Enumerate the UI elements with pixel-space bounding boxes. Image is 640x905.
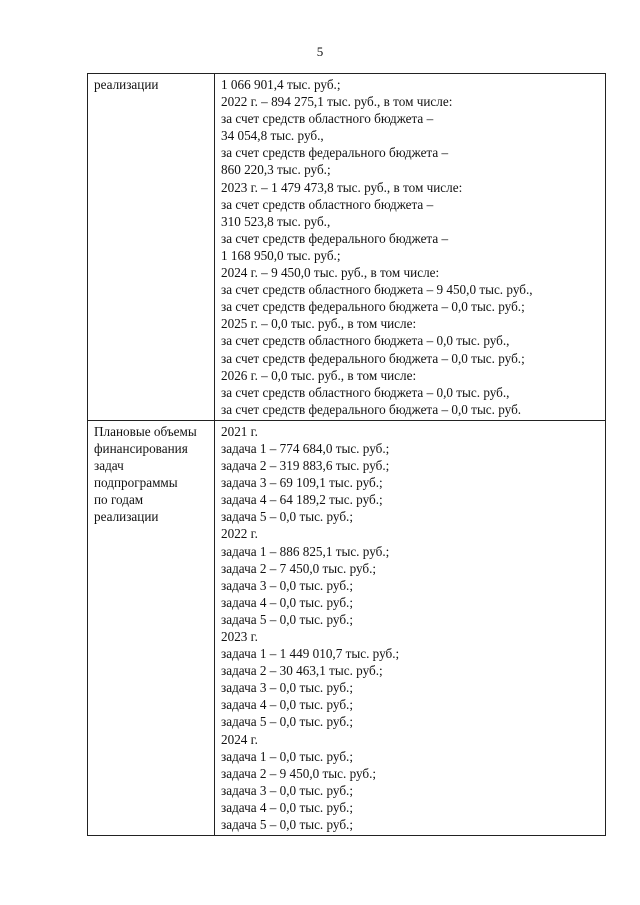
content-line: задача 1 – 1 449 010,7 тыс. руб.; — [221, 646, 400, 662]
content-line: 310 523,8 тыс. руб., — [221, 213, 331, 229]
content-line: задача 5 – 0,0 тыс. руб.; — [221, 714, 354, 730]
content-line: за счет средств федерального бюджета – 0,0 тыс. руб.; — [221, 299, 525, 315]
content-line: за счет средств федерального бюджета – — [221, 145, 449, 161]
content-line: задача 2 – 7 450,0 тыс. руб.; — [221, 560, 377, 576]
row-label-line: реализации — [94, 77, 159, 92]
content-line: задача 4 – 64 189,2 тыс. руб.; — [221, 492, 383, 508]
content-line: задача 5 – 0,0 тыс. руб.; — [221, 817, 354, 833]
financing-table — [87, 73, 606, 836]
content-line: задача 4 – 0,0 тыс. руб.; — [221, 799, 354, 815]
content-line: задача 3 – 0,0 тыс. руб.; — [221, 680, 354, 696]
content-line: за счет средств федерального бюджета – 0,0 тыс. руб.; — [221, 350, 525, 366]
content-line: задача 4 – 0,0 тыс. руб.; — [221, 594, 354, 610]
content-line: за счет средств федерального бюджета – — [221, 230, 449, 246]
content-line: 2023 г. – 1 479 473,8 тыс. руб., в том числе: — [221, 179, 463, 195]
content-line: 1 168 950,0 тыс. руб.; — [221, 247, 341, 263]
content-line: за счет средств областного бюджета – 0,0 тыс. руб., — [221, 333, 510, 349]
content-line: 2025 г. – 0,0 тыс. руб., в том числе: — [221, 316, 417, 332]
content-line: задача 2 – 9 450,0 тыс. руб.; — [221, 765, 377, 781]
content-line: задача 4 – 0,0 тыс. руб.; — [221, 697, 354, 713]
content-line: за счет средств областного бюджета – 9 450,0 тыс. руб., — [221, 282, 533, 298]
content-line: задача 1 – 774 684,0 тыс. руб.; — [221, 440, 390, 456]
content-line: задача 3 – 0,0 тыс. руб.; — [221, 577, 354, 593]
table-row — [88, 420, 606, 835]
content-line: 2022 г. – 894 275,1 тыс. руб., в том числе: — [221, 94, 453, 110]
content-line: задача 5 – 0,0 тыс. руб.; — [221, 509, 354, 525]
row-content-cell — [215, 74, 606, 421]
content-line: 34 054,8 тыс. руб., — [221, 128, 324, 144]
content-line: задача 5 – 0,0 тыс. руб.; — [221, 611, 354, 627]
content-line: за счет средств федерального бюджета – 0,0 тыс. руб. — [221, 401, 522, 417]
content-line: задача 3 – 0,0 тыс. руб.; — [221, 782, 354, 798]
content-line: 2022 г. — [221, 526, 258, 542]
content-line: 2026 г. – 0,0 тыс. руб., в том числе: — [221, 367, 417, 383]
row-label-cell — [88, 74, 215, 421]
content-line: за счет средств областного бюджета – — [221, 196, 434, 212]
row-label-line: подпрограммы — [94, 475, 178, 491]
row-label-cell — [88, 420, 215, 835]
content-line: за счет средств областного бюджета – — [221, 111, 434, 127]
content-line: за счет средств областного бюджета – 0,0 тыс. руб., — [221, 384, 510, 400]
content-line: 2023 г. — [221, 629, 258, 644]
content-line: 2024 г. — [221, 731, 258, 747]
row-label-line: реализации — [94, 509, 159, 525]
content-line: задача 1 – 886 825,1 тыс. руб.; — [221, 543, 390, 559]
content-line: 2024 г. – 9 450,0 тыс. руб., в том числе: — [221, 265, 440, 281]
table-row — [88, 74, 606, 421]
content-line: задача 3 – 69 109,1 тыс. руб.; — [221, 475, 383, 491]
row-content-cell — [215, 420, 606, 835]
content-line: 1 066 901,4 тыс. руб.; — [221, 77, 341, 92]
content-line: 2021 г. — [221, 423, 258, 439]
content-line: задача 2 – 319 883,6 тыс. руб.; — [221, 458, 390, 474]
row-label-line: по годам — [94, 492, 144, 508]
row-label-line: задач — [94, 458, 124, 474]
content-line: 860 220,3 тыс. руб.; — [221, 162, 331, 178]
content-line: задача 2 – 30 463,1 тыс. руб.; — [221, 663, 383, 679]
row-label-line: Плановые объемы — [94, 423, 197, 439]
row-label-line: финансирования — [94, 440, 188, 456]
content-line: задача 1 – 0,0 тыс. руб.; — [221, 748, 354, 764]
financing-table-body — [88, 74, 606, 836]
page-number: 5 — [316, 44, 324, 59]
